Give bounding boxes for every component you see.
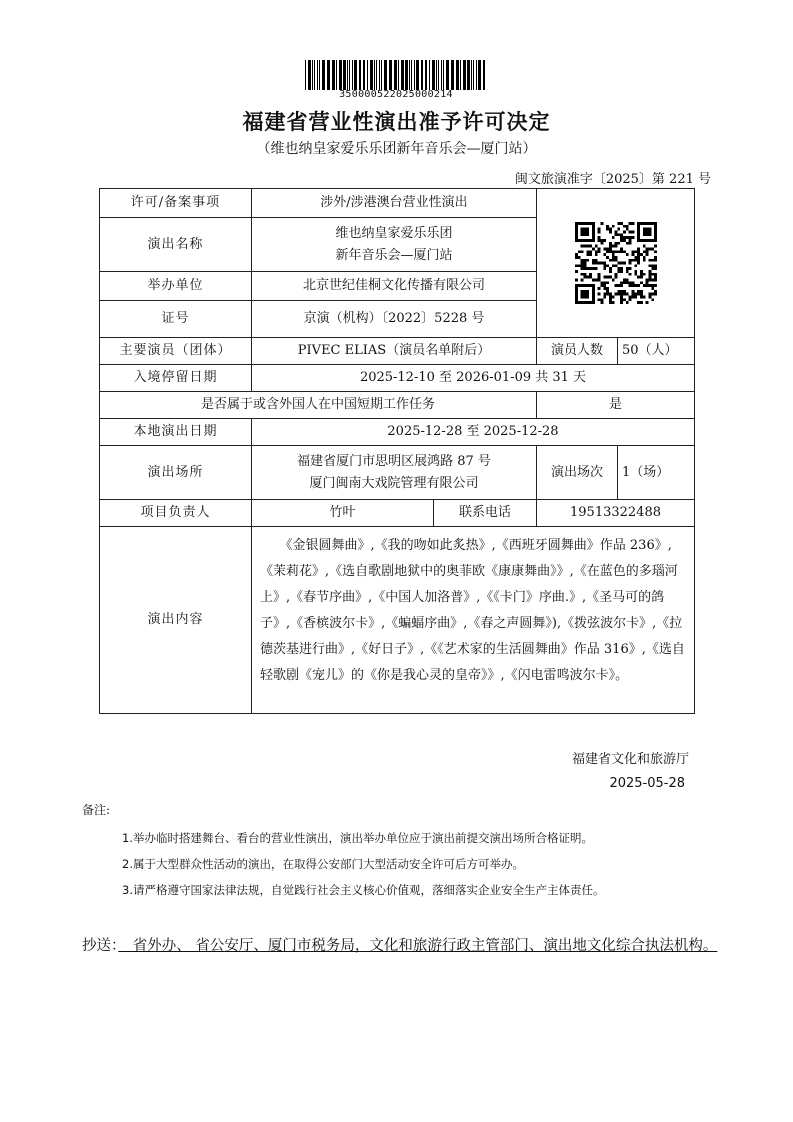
venue-line1: 福建省厦门市思明区展鸿路 87 号 xyxy=(297,453,491,469)
phone-value: 19513322488 xyxy=(537,500,695,527)
main-performers-value: PIVEC ELIAS（演员名单附后） xyxy=(252,338,537,365)
venue-value xyxy=(252,446,537,500)
license-label: 证号 xyxy=(100,301,252,338)
performer-count-label: 演员人数 xyxy=(537,338,618,365)
barcode-number: 350000522025000214 xyxy=(339,89,453,100)
performer-count-value: 50（人） xyxy=(618,338,695,365)
local-dates-value: 2025-12-28 至 2025-12-28 xyxy=(252,419,695,446)
issuer-name: 福建省文化和旅游厅 xyxy=(571,752,689,767)
note-item: 3.请严格遵守国家法律法规，自觉践行社会主义核心价值观，落细落实企业安全生产主体责任。 xyxy=(122,883,605,897)
stay-dates-label: 入境停留日期 xyxy=(100,365,252,392)
show-name-value xyxy=(252,218,537,272)
permit-table xyxy=(99,188,695,714)
content-value: 《金银圆舞曲》,《我的吻如此炙热》,《西班牙圆舞曲》作品 236》,《茉莉花》,《选自歌剧地狱中的奥菲欧《康康舞曲》》,《在蓝色的多瑙河上》,《春节序曲》,《中国人加洛普》,《《卡门》序曲.》,《圣马可的鸽子》,《香槟波尔卡》,《蝙蝠序曲》,《春之声圆舞》),《拨弦波尔卡》,《拉德茨基进行曲》,《好日子》,《《艺术家的生活圆舞曲》作品 316》,《选自轻歌剧《宠儿》的《你是我心灵的皇帝》》,《闪电雷鸣波尔卡》。 xyxy=(252,527,695,714)
document-title: 福建省营业性演出准予许可决定 xyxy=(242,110,551,134)
work-task-label: 是否属于或含外国人在中国短期工作任务 xyxy=(100,392,537,419)
organizer-value: 北京世纪佳桐文化传播有限公司 xyxy=(252,272,537,301)
note-item: 2.属于大型群众性活动的演出，在取得公安部门大型活动安全许可后方可举办。 xyxy=(122,857,524,871)
sessions-value: 1（场） xyxy=(618,446,695,500)
document-number: 闽文旅演准字〔2025〕第 221 号 xyxy=(514,172,711,187)
permit-item-label: 许可/备案事项 xyxy=(100,189,252,218)
qr-code-cell xyxy=(537,189,695,338)
work-task-value: 是 xyxy=(537,392,695,419)
issue-date: 2025-05-28 xyxy=(609,776,685,791)
cc-recipients: 省外办、 省公安厅、厦门市税务局，文化和旅游行政主管部门、演出地文化综合执法机构。 xyxy=(118,938,718,954)
show-name-line2: 新年音乐会—厦门站 xyxy=(335,247,453,263)
manager-label: 项目负责人 xyxy=(100,500,252,527)
venue-label: 演出场所 xyxy=(100,446,252,500)
organizer-label: 举办单位 xyxy=(100,272,252,301)
manager-name: 竹叶 xyxy=(252,500,434,527)
venue-line2: 厦门闽南大戏院管理有限公司 xyxy=(309,475,479,491)
show-name-line1: 维也纳皇家爱乐乐团 xyxy=(335,225,453,241)
permit-item-value: 涉外/涉港澳台营业性演出 xyxy=(252,189,537,218)
cc-label: 抄送： xyxy=(82,938,119,954)
barcode xyxy=(305,60,487,90)
content-label: 演出内容 xyxy=(100,527,252,714)
show-name-label: 演出名称 xyxy=(100,218,252,272)
qr-code xyxy=(575,222,657,304)
main-performers-label: 主要演员（团体） xyxy=(100,338,252,365)
cc-section xyxy=(82,934,722,958)
notes-label: 备注: xyxy=(82,803,111,817)
phone-label: 联系电话 xyxy=(434,500,537,527)
license-value: 京演（机构）〔2022〕5228 号 xyxy=(252,301,537,338)
document-subtitle: （维也纳皇家爱乐乐团新年音乐会—厦门站） xyxy=(256,141,537,157)
note-item: 1.举办临时搭建舞台、看台的营业性演出，演出举办单位应于演出前提交演出场所合格证明。 xyxy=(122,831,593,845)
sessions-label: 演出场次 xyxy=(537,446,618,500)
stay-dates-value: 2025-12-10 至 2026-01-09 共 31 天 xyxy=(252,365,695,392)
local-dates-label: 本地演出日期 xyxy=(100,419,252,446)
